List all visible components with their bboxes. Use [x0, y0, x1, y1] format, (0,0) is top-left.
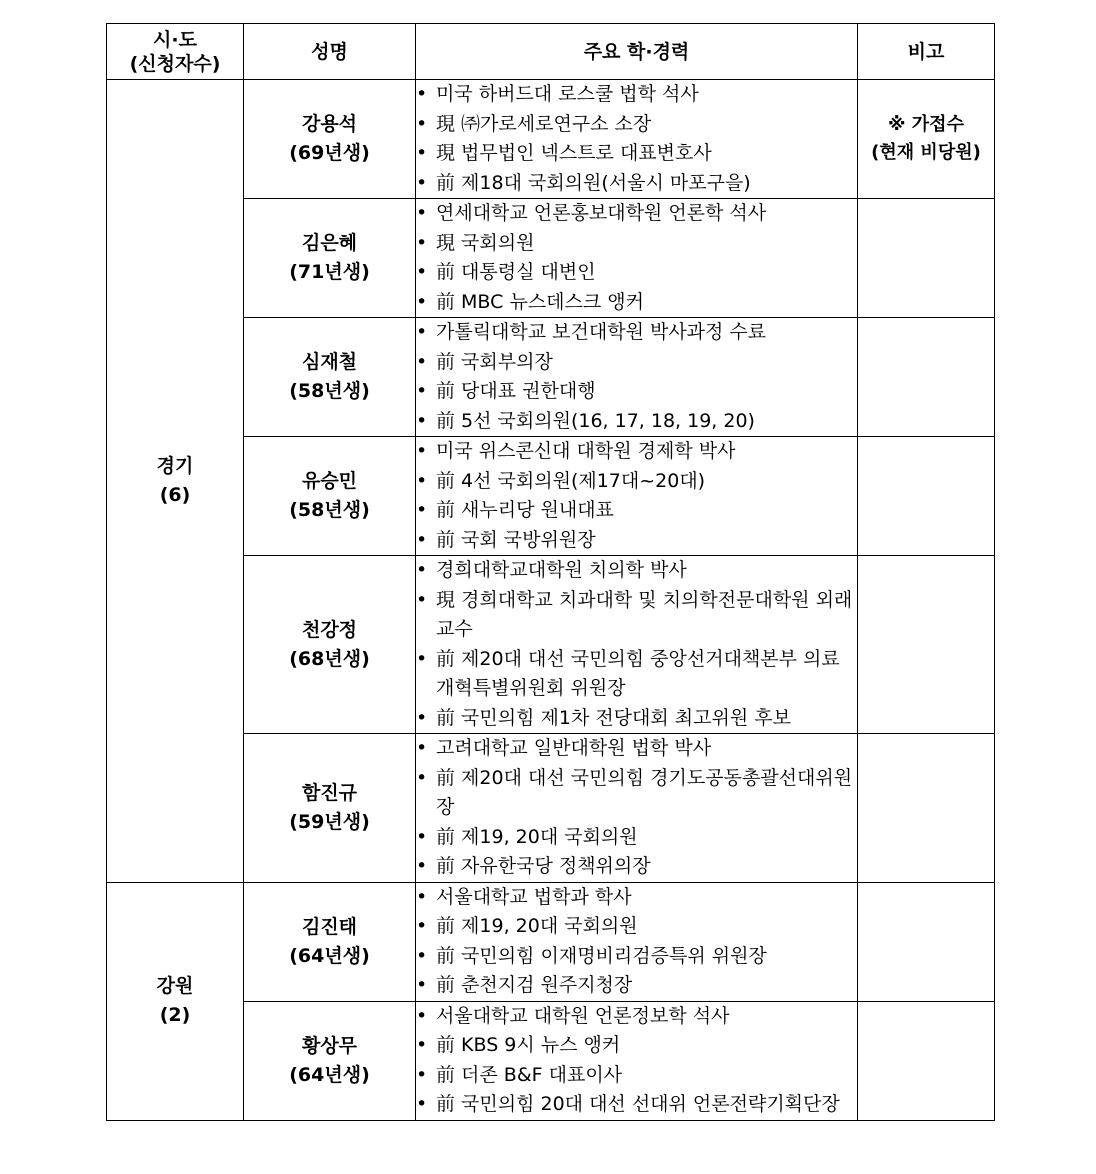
list-item: • 前 제20대 대선 국민의힘 중앙선거대책본부 의료개혁특별위원회 위원장	[416, 645, 857, 704]
list-item: • 現 국회의원	[416, 229, 857, 259]
list-item: • 前 자유한국당 정책위의장	[416, 852, 857, 882]
list-item: • 고려대학교 일반대학원 법학 박사	[416, 734, 857, 764]
list-item: • 前 MBC 뉴스데스크 앵커	[416, 288, 857, 318]
candidate-name-cell: 황상무 (64년생)	[244, 1001, 416, 1120]
list-item: • 미국 하버드대 로스쿨 법학 석사	[416, 80, 857, 110]
list-item: • 연세대학교 언론홍보대학원 언론학 석사	[416, 199, 857, 229]
list-item: • 現 ㈜가로세로연구소 소장	[416, 110, 857, 140]
header-row	[107, 24, 995, 80]
list-item: • 前 제20대 대선 국민의힘 경기도공동총괄선대위원장	[416, 764, 857, 823]
career-cell	[416, 437, 858, 556]
list-item: • 前 국민의힘 20대 대선 선대위 언론전략기획단장	[416, 1090, 857, 1120]
note-cell	[858, 437, 995, 556]
career-cell	[416, 734, 858, 883]
list-item: • 경희대학교대학원 치의학 박사	[416, 556, 857, 586]
career-cell	[416, 199, 858, 318]
region-cell-gyeonggi: 경기 (6)	[107, 80, 244, 883]
note-cell	[858, 734, 995, 883]
candidate-name-cell: 강용석 (69년생)	[244, 80, 416, 199]
candidate-name-cell: 천강정 (68년생)	[244, 556, 416, 734]
candidate-name-cell: 함진규 (59년생)	[244, 734, 416, 883]
list-item: • 前 새누리당 원내대표	[416, 496, 857, 526]
list-item: • 現 경희대학교 치과대학 및 치의학전문대학원 외래교수	[416, 586, 857, 645]
header-note: 비고	[858, 24, 995, 80]
list-item: • 前 대통령실 대변인	[416, 258, 857, 288]
note-cell: ※ 가접수 (현재 비당원)	[858, 80, 995, 199]
candidate-name-cell: 심재철 (58년생)	[244, 318, 416, 437]
candidate-table	[106, 23, 995, 1121]
header-career: 주요 학·경력	[416, 24, 858, 80]
list-item: • 가톨릭대학교 보건대학원 박사과정 수료	[416, 318, 857, 348]
candidate-name-cell: 유승민 (58년생)	[244, 437, 416, 556]
list-item: • 前 국회 국방위원장	[416, 526, 857, 556]
list-item: • 前 제19, 20대 국회의원	[416, 823, 857, 853]
list-item: • 前 더존 B&F 대표이사	[416, 1061, 857, 1091]
note-cell	[858, 556, 995, 734]
career-cell	[416, 556, 858, 734]
note-cell	[858, 882, 995, 1001]
career-cell	[416, 80, 858, 199]
list-item: • 前 춘천지검 원주지청장	[416, 971, 857, 1001]
list-item: • 前 4선 국회의원(제17대~20대)	[416, 467, 857, 497]
note-cell	[858, 318, 995, 437]
list-item: • 미국 위스콘신대 대학원 경제학 박사	[416, 437, 857, 467]
career-cell	[416, 318, 858, 437]
candidate-name-cell: 김은혜 (71년생)	[244, 199, 416, 318]
career-cell	[416, 1001, 858, 1120]
list-item: • 서울대학교 대학원 언론정보학 석사	[416, 1002, 857, 1032]
table-row	[107, 882, 995, 1001]
list-item: • 前 국민의힘 제1차 전당대회 최고위원 후보	[416, 704, 857, 734]
list-item: • 서울대학교 법학과 학사	[416, 883, 857, 913]
list-item: • 前 KBS 9시 뉴스 앵커	[416, 1031, 857, 1061]
note-cell	[858, 1001, 995, 1120]
list-item: • 現 법무법인 넥스트로 대표변호사	[416, 139, 857, 169]
list-item: • 前 제19, 20대 국회의원	[416, 912, 857, 942]
region-cell-gangwon: 강원 (2)	[107, 882, 244, 1120]
list-item: • 前 국회부의장	[416, 348, 857, 378]
list-item: • 前 제18대 국회의원(서울시 마포구을)	[416, 169, 857, 199]
header-region: 시·도 (신청자수)	[107, 24, 244, 80]
header-name: 성명	[244, 24, 416, 80]
note-cell	[858, 199, 995, 318]
list-item: • 前 국민의힘 이재명비리검증특위 위원장	[416, 942, 857, 972]
list-item: • 前 당대표 권한대행	[416, 377, 857, 407]
candidate-name-cell: 김진태 (64년생)	[244, 882, 416, 1001]
list-item: • 前 5선 국회의원(16, 17, 18, 19, 20)	[416, 407, 857, 437]
career-cell	[416, 882, 858, 1001]
table-row	[107, 80, 995, 199]
